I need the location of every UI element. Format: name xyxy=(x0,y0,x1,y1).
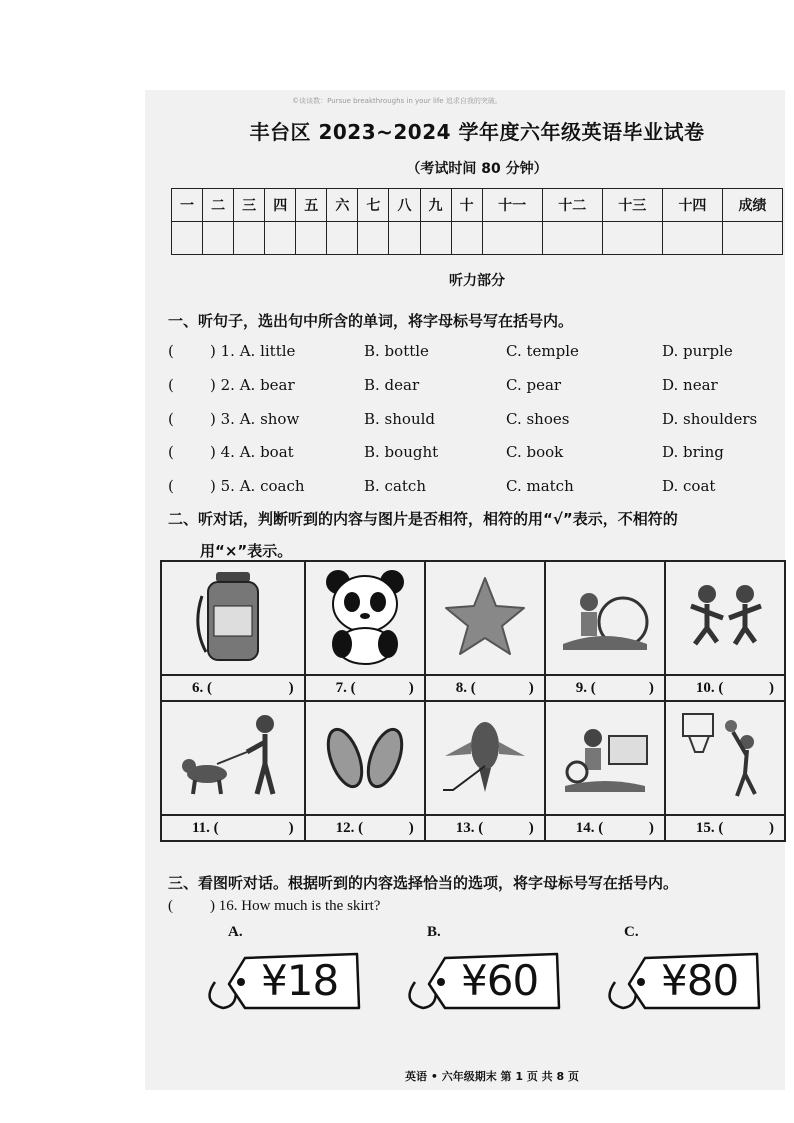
score-table xyxy=(171,188,783,255)
option-c: C. temple xyxy=(506,342,579,360)
price-tag-c xyxy=(605,946,765,1016)
boy-sunset-picture xyxy=(545,561,665,675)
score-header-cell: 十一 xyxy=(482,189,542,222)
goldfish-kite-icon xyxy=(435,706,535,806)
close-paren: ) xyxy=(288,679,294,696)
answer-paren[interactable]: ( xyxy=(168,410,174,428)
question-16-text: ) 16. How much is the skirt? xyxy=(210,898,381,914)
girl-dog-picture xyxy=(161,701,305,815)
option-b: B. bought xyxy=(364,443,439,461)
picture-labels-row xyxy=(161,675,785,701)
score-entry-cell[interactable] xyxy=(234,222,265,255)
panda-icon xyxy=(320,566,410,666)
score-entry-cell[interactable] xyxy=(327,222,358,255)
answer-cell[interactable] xyxy=(305,815,425,841)
score-header-cell: 二 xyxy=(203,189,234,222)
option-a: ) 2. A. bear xyxy=(210,376,295,394)
answer-paren[interactable]: ( xyxy=(168,342,174,360)
option-d: D. shoulders xyxy=(662,410,758,428)
score-entry-cell[interactable] xyxy=(662,222,722,255)
score-header-cell: 十 xyxy=(451,189,482,222)
children-running-icon xyxy=(675,566,775,666)
score-entry-cell[interactable] xyxy=(265,222,296,255)
option-b: B. catch xyxy=(364,477,426,495)
answer-cell[interactable] xyxy=(425,815,545,841)
question-row xyxy=(168,376,788,398)
score-entry-cell[interactable] xyxy=(722,222,782,255)
question-number: 11. ( xyxy=(192,819,219,836)
option-b: B. bottle xyxy=(364,342,429,360)
question-row xyxy=(168,342,788,364)
answer-cell[interactable] xyxy=(161,675,305,701)
score-header-cell: 十二 xyxy=(542,189,602,222)
score-entry-cell[interactable] xyxy=(420,222,451,255)
option-a: ) 5. A. coach xyxy=(210,477,305,495)
score-header-cell: 六 xyxy=(327,189,358,222)
boy-drawing-icon xyxy=(555,706,655,806)
answer-cell[interactable] xyxy=(161,815,305,841)
part2-heading-cont: 用“×”表示。 xyxy=(200,542,293,560)
option-d: D. bring xyxy=(662,443,724,461)
price-a: ¥18 xyxy=(261,956,339,1005)
score-header-cell: 七 xyxy=(358,189,389,222)
option-b: B. dear xyxy=(364,376,420,394)
close-paren: ) xyxy=(769,679,774,696)
close-paren: ) xyxy=(528,819,534,836)
option-a: ) 3. A. show xyxy=(210,410,300,428)
score-header-row xyxy=(172,189,783,222)
score-header-cell: 十三 xyxy=(602,189,662,222)
answer-cell[interactable] xyxy=(545,815,665,841)
close-paren: ) xyxy=(408,819,414,836)
answer-cell[interactable] xyxy=(545,675,665,701)
question-number: 6. ( xyxy=(192,679,212,696)
option-a: ) 4. A. boat xyxy=(210,443,294,461)
panda-picture xyxy=(305,561,425,675)
answer-cell[interactable] xyxy=(665,815,785,841)
page-title: 丰台区 2023~2024 学年度六年级英语毕业试卷 xyxy=(249,120,705,144)
option-d: D. purple xyxy=(662,342,733,360)
score-header-cell: 四 xyxy=(265,189,296,222)
part3-heading: 三、看图听对话。根据听到的内容选择恰当的选项，将字母标号写在括号内。 xyxy=(168,874,679,892)
score-header-cell: 一 xyxy=(172,189,203,222)
score-entry-cell[interactable] xyxy=(602,222,662,255)
girl-walking-dog-icon xyxy=(173,706,293,806)
price-tag-a xyxy=(205,946,365,1016)
score-entry-cell[interactable] xyxy=(296,222,327,255)
score-header-cell: 九 xyxy=(420,189,451,222)
close-paren: ) xyxy=(648,819,654,836)
question-row xyxy=(168,443,788,465)
score-header-cell: 十四 xyxy=(662,189,722,222)
boy-drawing-picture xyxy=(545,701,665,815)
part2-heading: 二、听对话，判断听到的内容与图片是否相符，相符的用“√”表示，不相符的 xyxy=(168,510,678,528)
question-number: 8. ( xyxy=(455,679,476,696)
score-blank-row xyxy=(172,222,783,255)
answer-cell[interactable] xyxy=(305,675,425,701)
answer-cell[interactable] xyxy=(425,675,545,701)
question-number: 14. ( xyxy=(575,819,604,836)
question-number: 10. ( xyxy=(695,679,724,696)
score-entry-cell[interactable] xyxy=(542,222,602,255)
option-d: D. coat xyxy=(662,477,716,495)
option-c: C. pear xyxy=(506,376,562,394)
page-footer: 英语 • 六年级期末 第 1 页 共 8 页 xyxy=(405,1070,579,1083)
price-b: ¥60 xyxy=(461,956,539,1005)
score-header-cell: 五 xyxy=(296,189,327,222)
score-entry-cell[interactable] xyxy=(172,222,203,255)
option-a-letter: A. xyxy=(228,924,243,940)
kite-picture xyxy=(425,701,545,815)
question-number: 13. ( xyxy=(455,819,484,836)
close-paren: ) xyxy=(769,819,774,836)
option-b-letter: B. xyxy=(427,924,441,940)
option-c-letter: C. xyxy=(624,924,639,940)
exam-duration: （考试时间 80 分钟） xyxy=(406,161,548,177)
question-row xyxy=(168,410,788,432)
option-b: B. should xyxy=(364,410,436,428)
starfish-picture xyxy=(425,561,545,675)
score-entry-cell[interactable] xyxy=(482,222,542,255)
option-c: C. book xyxy=(506,443,564,461)
water-bottle-picture xyxy=(161,561,305,675)
close-paren: ) xyxy=(648,679,654,696)
score-entry-cell[interactable] xyxy=(389,222,420,255)
score-entry-cell[interactable] xyxy=(451,222,482,255)
boy-sunset-icon xyxy=(555,566,655,666)
answer-paren[interactable]: ( xyxy=(168,898,173,914)
answer-paren[interactable]: ( xyxy=(168,443,174,461)
question-number: 9. ( xyxy=(575,679,596,696)
score-entry-cell[interactable] xyxy=(358,222,389,255)
basketball-player-icon xyxy=(675,706,775,806)
price-c: ¥80 xyxy=(661,956,739,1005)
score-header-cell: 成绩 xyxy=(722,189,782,222)
answer-cell[interactable] xyxy=(665,675,785,701)
price-tag-b xyxy=(405,946,565,1016)
picture-labels-row xyxy=(161,815,785,841)
children-running-picture xyxy=(665,561,785,675)
starfish-icon xyxy=(440,566,530,666)
question-row xyxy=(168,477,788,499)
sandals-picture xyxy=(305,701,425,815)
question-number: 12. ( xyxy=(335,819,364,836)
option-c: C. match xyxy=(506,477,574,495)
watermark: ©谈谈数：Pursue breakthroughs in your life 追求自我的突破。 xyxy=(292,97,502,105)
question-number: 7. ( xyxy=(335,679,356,696)
option-c: C. shoes xyxy=(506,410,570,428)
part1-heading: 一、听句子，选出句中所含的单词，将字母标号写在括号内。 xyxy=(168,312,574,330)
close-paren: ) xyxy=(528,679,534,696)
answer-paren[interactable]: ( xyxy=(168,477,174,495)
listening-section-title: 听力部分 xyxy=(449,273,505,289)
basketball-picture xyxy=(665,701,785,815)
water-bottle-icon xyxy=(188,566,278,666)
question-16 xyxy=(168,898,380,915)
score-header-cell: 八 xyxy=(389,189,420,222)
option-d: D. near xyxy=(662,376,718,394)
score-header-cell: 三 xyxy=(234,189,265,222)
question-number: 15. ( xyxy=(695,819,724,836)
picture-grid xyxy=(160,560,786,842)
sandals-icon xyxy=(315,706,415,806)
close-paren: ) xyxy=(288,819,294,836)
option-a: ) 1. A. little xyxy=(210,342,296,360)
score-entry-cell[interactable] xyxy=(203,222,234,255)
answer-paren[interactable]: ( xyxy=(168,376,174,394)
close-paren: ) xyxy=(408,679,414,696)
